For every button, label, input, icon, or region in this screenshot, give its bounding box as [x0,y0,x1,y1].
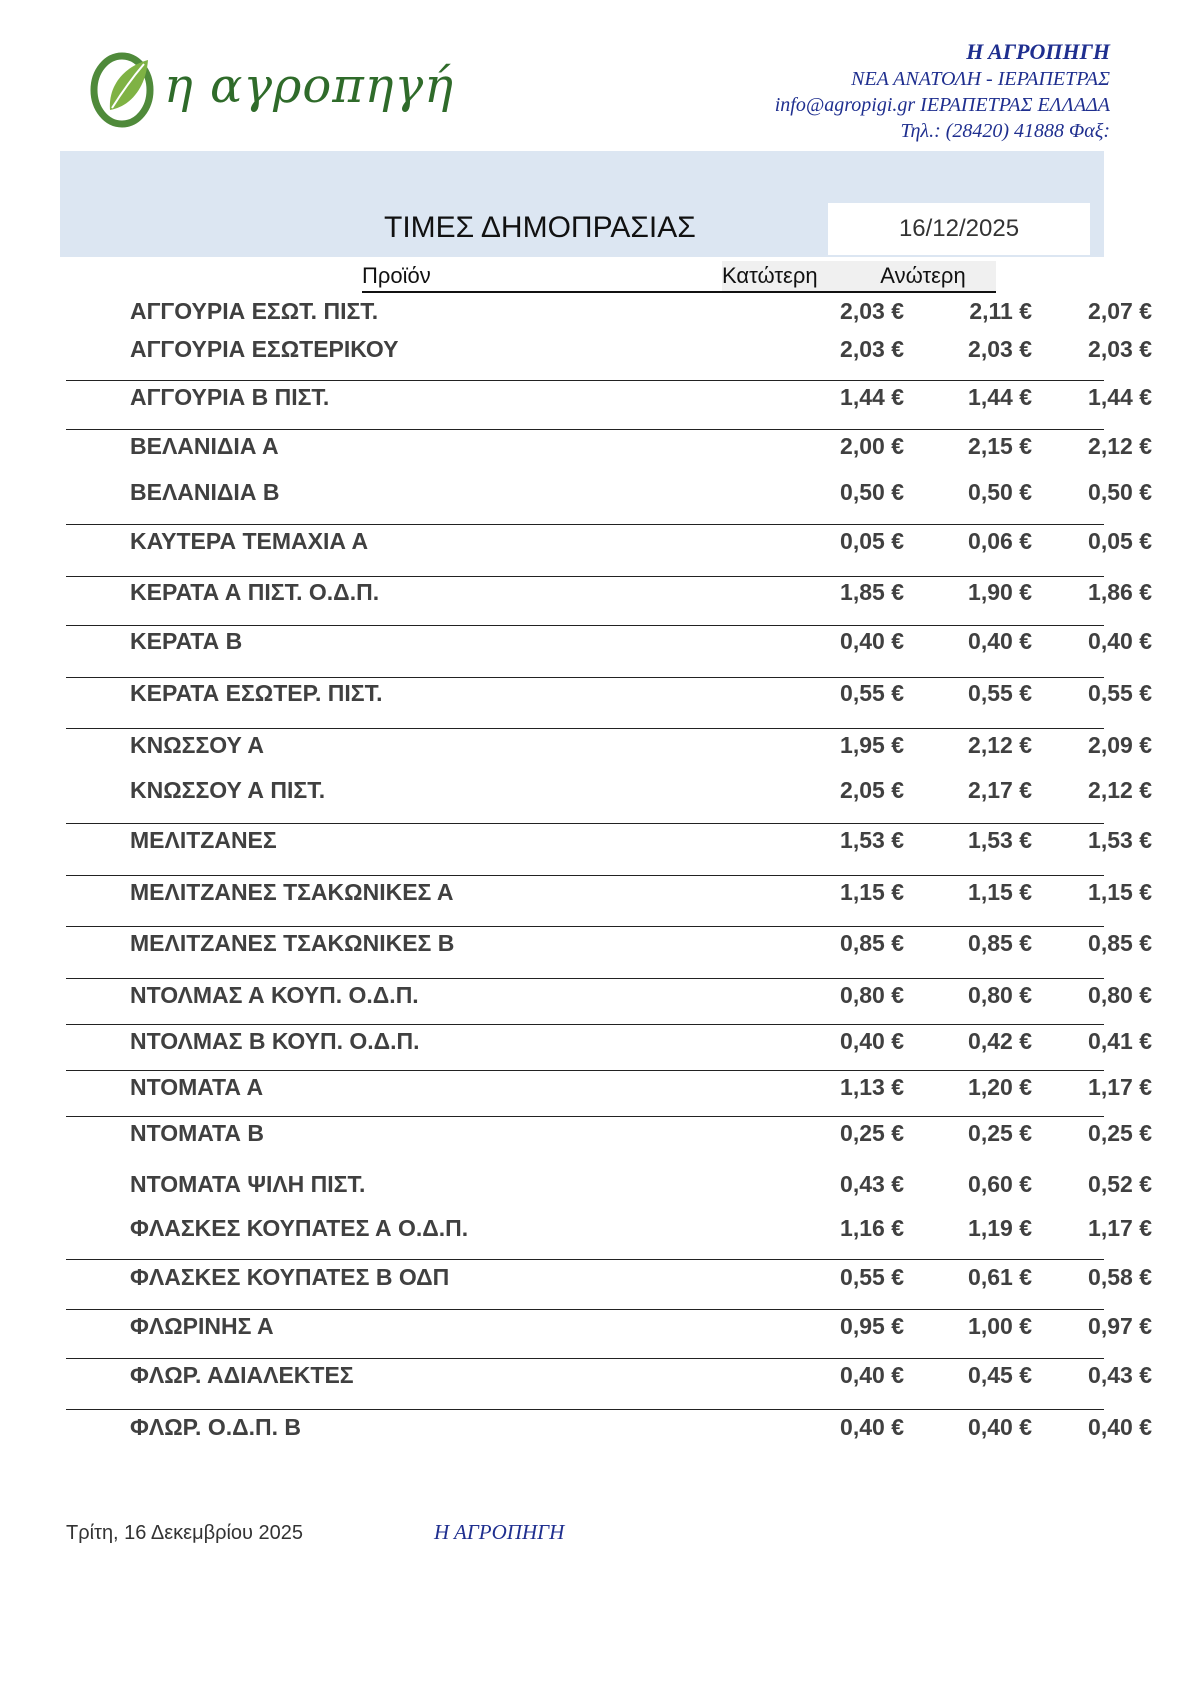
product-name: ΦΛΩΡ. Ο.Δ.Π. Β [130,1414,302,1440]
price-low: 0,25 € [840,1120,904,1146]
price-high: 0,25 € [968,1120,1032,1146]
column-header-high [850,261,996,293]
price-average: 1,15 € [1088,879,1152,905]
product-name: ΜΕΛΙΤΖΑΝΕΣ [130,827,277,853]
price-low: 0,40 € [840,1362,904,1388]
product-name: ΦΛΩΡΙΝΗΣ Α [130,1313,274,1339]
table-row [66,1067,1152,1107]
price-high: 0,80 € [968,982,1032,1008]
price-average: 0,55 € [1088,680,1152,706]
price-high: 0,40 € [968,628,1032,654]
table-row [66,1208,1152,1248]
price-high: 2,15 € [968,433,1032,459]
table-row [66,572,1152,612]
table-row [66,1164,1152,1204]
product-name: ΑΓΓΟΥΡΙΑ Β ΠΙΣΤ. [130,384,330,410]
price-average: 0,85 € [1088,930,1152,956]
product-name: ΝΤΟΜΑΤΑ Β [130,1120,264,1146]
table-row [66,377,1152,417]
price-low: 0,40 € [840,1414,904,1440]
price-average: 1,17 € [1088,1215,1152,1241]
product-name: ΑΓΓΟΥΡΙΑ ΕΣΩΤΕΡΙΚΟΥ [130,336,399,362]
price-low: 0,43 € [840,1171,904,1197]
product-name: ΦΛΩΡ. ΑΔΙΑΛΕΚΤΕΣ [130,1362,354,1388]
table-row [66,725,1152,765]
price-high: 1,44 € [968,384,1032,410]
table-row [66,1257,1152,1297]
price-average: 0,80 € [1088,982,1152,1008]
price-low: 1,44 € [840,384,904,410]
row-divider [66,926,1104,927]
price-average: 1,17 € [1088,1074,1152,1100]
product-name: ΑΓΓΟΥΡΙΑ ΕΣΩΤ. ΠΙΣΤ. [130,298,379,324]
product-name: ΚΝΩΣΣΟΥ Α [130,732,265,758]
product-name: ΒΕΛΑΝΙΔΙΑ Α [130,433,279,459]
table-row [66,521,1152,561]
price-average: 0,97 € [1088,1313,1152,1339]
table-row [66,426,1152,466]
price-average: 0,50 € [1088,479,1152,505]
price-average: 2,09 € [1088,732,1152,758]
table-row [66,1021,1152,1061]
price-high: 2,12 € [968,732,1032,758]
price-high: 0,60 € [968,1171,1032,1197]
price-high: 2,17 € [968,777,1032,803]
table-row [66,1113,1152,1153]
price-low: 0,05 € [840,528,904,554]
price-average: 0,25 € [1088,1120,1152,1146]
row-divider [66,1070,1104,1071]
price-low: 1,15 € [840,879,904,905]
table-row [66,673,1152,713]
price-low: 0,55 € [840,680,904,706]
product-name: ΜΕΛΙΤΖΑΝΕΣ ΤΣΑΚΩΝΙΚΕΣ Α [130,879,454,905]
price-low: 0,85 € [840,930,904,956]
price-low: 0,40 € [840,1028,904,1054]
table-row [66,770,1152,810]
row-divider [66,1116,1104,1117]
price-high: 0,55 € [968,680,1032,706]
row-divider [66,677,1104,678]
price-average: 0,40 € [1088,628,1152,654]
table-row [66,820,1152,860]
product-name: ΚΑΥΤΕΡΑ ΤΕΜΑΧΙΑ Α [130,528,369,554]
price-low: 2,05 € [840,777,904,803]
price-average: 0,41 € [1088,1028,1152,1054]
price-low: 0,80 € [840,982,904,1008]
price-average: 2,07 € [1088,298,1152,324]
price-average: 1,53 € [1088,827,1152,853]
product-name: ΦΛΑΣΚΕΣ ΚΟΥΠΑΤΕΣ Α Ο.Δ.Π. [130,1215,469,1241]
price-average: 0,58 € [1088,1264,1152,1290]
price-low: 2,00 € [840,433,904,459]
price-average: 0,05 € [1088,528,1152,554]
company-address: ΝΕΑ ΑΝΑΤΟΛΗ - ΙΕΡΑΠΕΤΡΑΣ [851,68,1110,90]
product-name: ΜΕΛΙΤΖΑΝΕΣ ΤΣΑΚΩΝΙΚΕΣ Β [130,930,455,956]
product-name: ΝΤΟΜΑΤΑ Α [130,1074,264,1100]
row-divider [66,1358,1104,1359]
price-average: 2,03 € [1088,336,1152,362]
price-low: 2,03 € [840,298,904,324]
price-average: 0,52 € [1088,1171,1152,1197]
price-average: 0,40 € [1088,1414,1152,1440]
row-divider [66,576,1104,577]
price-average: 1,86 € [1088,579,1152,605]
price-high: 2,11 € [969,298,1032,324]
row-divider [66,1024,1104,1025]
row-divider [66,1309,1104,1310]
company-name: Η ΑΓΡΟΠΗΓΗ [966,39,1110,64]
price-low: 1,16 € [840,1215,904,1241]
page-title: ΤΙΜΕΣ ΔΗΜΟΠΡΑΣΙΑΣ [384,211,696,244]
logo-text: η αγροπηγή [164,58,454,114]
price-high: 1,90 € [968,579,1032,605]
price-low: 0,40 € [840,628,904,654]
row-divider [66,625,1104,626]
price-low: 1,95 € [840,732,904,758]
company-email: info@agropigi.gr ΙΕΡΑΠΕΤΡΑΣ ΕΛΛΑΔΑ [774,94,1110,116]
row-divider [66,875,1104,876]
table-row [66,1355,1152,1395]
row-divider [66,823,1104,824]
table-row [66,472,1152,512]
price-average: 1,44 € [1088,384,1152,410]
price-low: 1,13 € [840,1074,904,1100]
table-row [66,872,1152,912]
price-low: 1,85 € [840,579,904,605]
product-name: ΝΤΟΛΜΑΣ Α ΚΟΥΠ. Ο.Δ.Π. [130,982,419,1008]
price-high: 2,03 € [968,336,1032,362]
footer-date: Τρίτη, 16 Δεκεμβρίου 2025 [66,1522,304,1544]
price-high: 0,61 € [968,1264,1032,1290]
price-high: 0,45 € [968,1362,1032,1388]
table-row [66,1306,1152,1346]
row-divider [66,380,1104,381]
leaf-icon [86,48,160,128]
product-name: ΝΤΟΜΑΤΑ ΨΙΛΗ ΠΙΣΤ. [130,1171,366,1197]
product-name: ΝΤΟΛΜΑΣ Β ΚΟΥΠ. Ο.Δ.Π. [130,1028,420,1054]
row-divider [66,1259,1104,1260]
price-high: 0,40 € [968,1414,1032,1440]
row-divider [66,1409,1104,1410]
price-high: 1,20 € [968,1074,1032,1100]
column-label-low: Κατώτερη [722,263,818,288]
product-name: ΦΛΑΣΚΕΣ ΚΟΥΠΑΤΕΣ Β ΟΔΠ [130,1264,450,1290]
product-name: ΚΕΡΑΤΑ Α ΠΙΣΤ. Ο.Δ.Π. [130,579,380,605]
column-label-product: Προϊόν [362,263,431,288]
row-divider [66,429,1104,430]
table-row [66,1407,1152,1447]
price-average: 2,12 € [1088,433,1152,459]
product-name: ΚΝΩΣΣΟΥ Α ΠΙΣΤ. [130,777,326,803]
price-low: 0,95 € [840,1313,904,1339]
price-high: 0,85 € [968,930,1032,956]
auction-date: 16/12/2025 [828,203,1090,255]
price-high: 1,53 € [968,827,1032,853]
column-label-high: Ανώτερη [880,263,966,288]
table-row [66,291,1152,331]
row-divider [66,524,1104,525]
price-average: 0,43 € [1088,1362,1152,1388]
company-info [775,38,1110,144]
table-row [66,621,1152,661]
footer-company: Η ΑΓΡΟΠΗΓΗ [434,1520,565,1544]
price-low: 2,03 € [840,336,904,362]
price-high: 0,42 € [968,1028,1032,1054]
company-logo [86,44,454,134]
price-high: 1,19 € [968,1215,1032,1241]
table-row [66,923,1152,963]
column-header-low [722,261,850,293]
row-divider [66,978,1104,979]
price-low: 0,55 € [840,1264,904,1290]
price-low: 1,53 € [840,827,904,853]
price-average: 2,12 € [1088,777,1152,803]
price-low: 0,50 € [840,479,904,505]
price-high: 0,50 € [968,479,1032,505]
company-phone: Τηλ.: (28420) 41888 Φαξ: [900,120,1110,142]
product-name: ΚΕΡΑΤΑ Β [130,628,243,654]
product-name: ΚΕΡΑΤΑ ΕΣΩΤΕΡ. ΠΙΣΤ. [130,680,383,706]
product-name: ΒΕΛΑΝΙΔΙΑ Β [130,479,280,505]
column-header-product [362,261,722,293]
price-high: 1,00 € [968,1313,1032,1339]
price-high: 1,15 € [968,879,1032,905]
table-row [66,975,1152,1015]
row-divider [66,728,1104,729]
price-high: 0,06 € [968,528,1032,554]
table-row [66,329,1152,369]
